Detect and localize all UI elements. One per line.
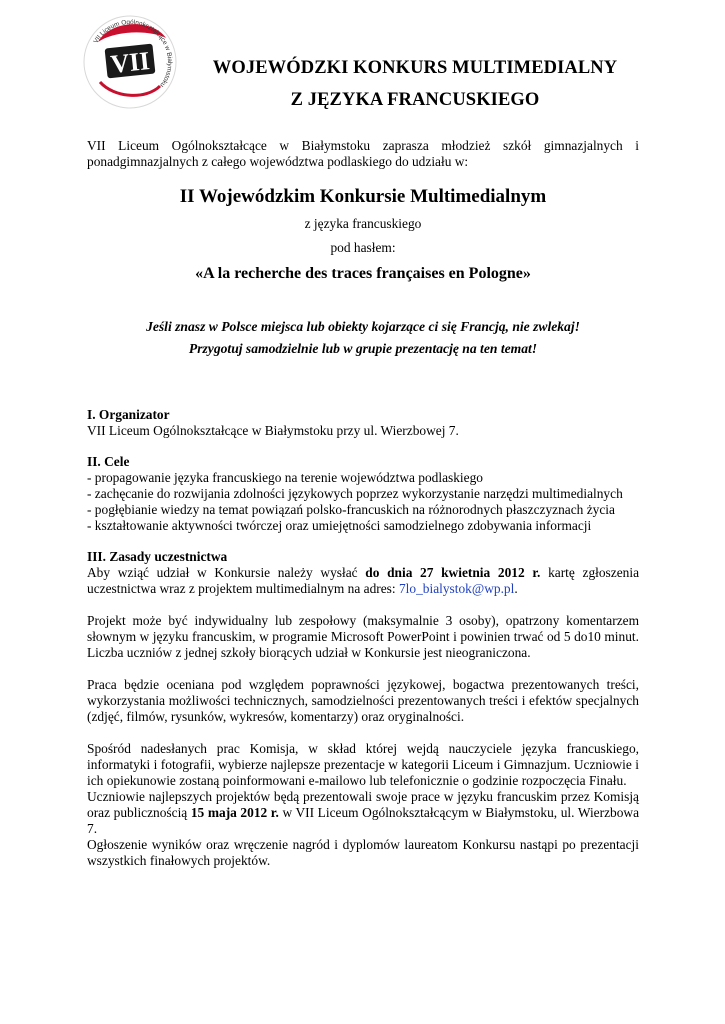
final-date: 15 maja 2012 r. [190,805,279,820]
goal-item: - pogłębianie wiedzy na temat powiązań polsko-francuskich na różnorodnych płaszczyznach życia [87,502,615,517]
school-logo [80,12,180,112]
intro-paragraph: VII Liceum Ogólnokształcące w Białymstoku zaprasza młodzież szkół gimnazjalnych i ponadgimnazjalnych z całego województwa podlaskiego do udziału w: [87,138,639,169]
logo-numeral: VII [109,46,152,79]
section-organizer-text: VII Liceum Ogólnokształcące w Białymstoku przy ul. Wierzbowej 7. [87,423,459,438]
contest-language: z języka francuskiego [304,216,422,231]
goal-item: - zachęcanie do rozwijania zdolności językowych poprzez wykorzystanie narzędzi multimedialnych [87,486,623,501]
rules-paragraph-6: Ogłoszenie wyników oraz wręczenie nagród i dyplomów laureatom Konkursu nastąpi po prezentacji wszystkich finałowych projektów. [87,837,639,868]
contest-name: II Wojewódzkim Konkursie Multimedialnym [179,186,547,207]
contest-motto: «A la recherche des traces françaises en Pologne» [195,265,531,282]
goal-item: - kształtowanie aktywności twórczej oraz umiejętności samodzielnego zdobywania informacji [87,518,592,533]
rules-paragraph-1: Aby wziąć udział w Konkursie należy wysłać do dnia 27 kwietnia 2012 r. kartę zgłoszenia uczestnictwa wraz z projektem multimedialnym na adres: 7lo_bialystok@wp.pl. [87,565,640,596]
motto-label: pod hasłem: [330,240,396,255]
title-line-1: WOJEWÓDZKI KONKURS MULTIMEDIALNY [212,58,618,78]
document-body [87,138,639,869]
goal-item: - propagowanie języka francuskiego na terenie województwa podlaskiego [87,470,483,485]
call-line-1: Jeśli znasz w Polsce miejsca lub obiekty kojarzące ci się Francją, nie zwlekaj! [146,319,580,334]
logo-ring-text: VII Liceum Ogólnokształcące w Białymstoku [92,18,174,89]
rules-paragraph-3: Praca będzie oceniana pod względem poprawności językowej, bogactwa prezentowanych treści, wykorzystania możliwości technicznych, samodzielności prezentowanych treści i efektów specjalnych (zdjęć, filmów, rysunków, wykresów, komentarzy) oraz oryginalności. [87,677,639,724]
section-organizer-heading: I. Organizator [87,407,170,422]
rules-paragraph-5: Uczniowie najlepszych projektów będą prezentowali swoje prace w języku francuskim przez Komisją oraz publicznością 15 maja 2012 r. w VII Liceum Ogólnokształcącym w Białymstoku, ul. Wierzbowa 7. [87,789,640,836]
deadline-date: do dnia 27 kwietnia 2012 r. [365,565,541,580]
title-line-2: Z JĘZYKA FRANCUSKIEGO [290,90,540,110]
rules-paragraph-4: Spośród nadesłanych prac Komisja, w skład której wejdą nauczyciele języka francuskiego, informatyki i fotografii, wybierze najlepsze prezentacje w kategorii Liceum i Gimnazjum. Uczniowie i ich opiekunowie zostaną poinformowani e-mailowo lub telefonicznie o godzinie rozpoczęcia Finału. [87,741,639,788]
rules-paragraph-2: Projekt może być indywidualny lub zespołowy (maksymalnie 3 osoby), opatrzony komentarzem słownym w języku francuskim, w programie Microsoft PowerPoint i powinien trwać od 5 do10 minut. Liczba uczniów z jednej szkoły biorących udział w Konkursie jest nieograniczona. [87,613,639,660]
call-line-2: Przygotuj samodzielnie lub w grupie prezentację na ten temat! [188,341,538,356]
section-goals-heading: II. Cele [87,454,130,469]
section-rules-heading: III. Zasady uczestnictwa [87,549,228,564]
contact-email[interactable]: 7lo_bialystok@wp.pl [398,581,515,596]
